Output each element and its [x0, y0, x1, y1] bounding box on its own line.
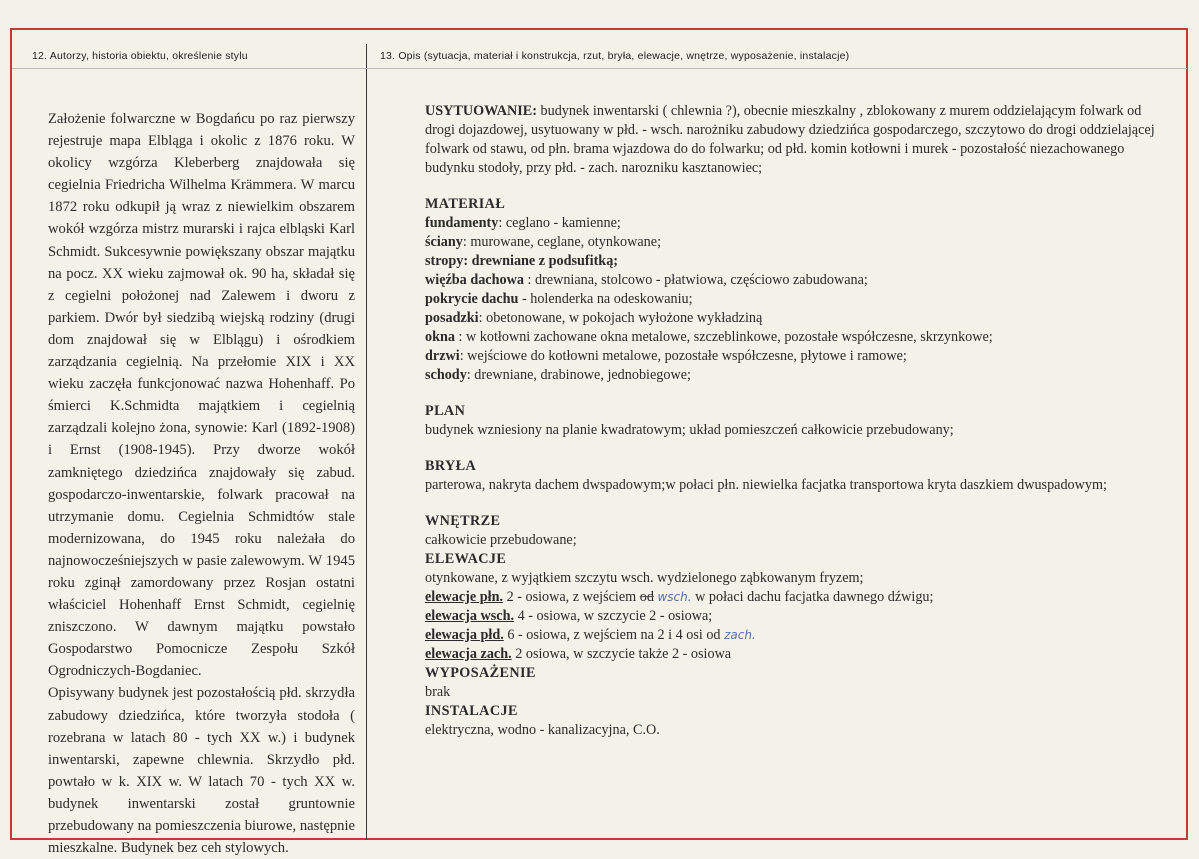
elewacja-wsch: [425, 607, 1165, 626]
material-value: : w kotłowni zachowane okna metalowe, szczeblinkowe, pozostałe współczesne, skrzynkowe;: [454, 329, 993, 345]
wnetrze-text: całkowicie przebudowane;: [425, 532, 577, 548]
description-column: [425, 102, 1165, 740]
material-item-pokrycie: [425, 290, 1165, 309]
material-item-stropy: [425, 252, 1165, 271]
elewacja-value: 2 - osiowa, z wejściem: [503, 589, 640, 605]
material-label: schody: [425, 367, 467, 383]
header-rule: [12, 68, 1187, 69]
elewacje-title: ELEWACJE: [425, 551, 507, 567]
elewacja-pld: [425, 626, 1165, 645]
material-title: MATERIAŁ: [425, 196, 506, 212]
history-paragraph: Założenie folwarczne w Bogdańcu po raz pierwszy rejestruje mapa Elbląga i okolic z 1876 roku. W okolicy wzgórza Kleberberg znajdowała się cegielnia Friedricha Wilhelma Krämmera. W marcu 1872 roku odkupił ją wraz z niewielkim obszarem wokół wzgórza mistrz murarski i rajca elbląski Karl Schmidt. Sukcesywnie powiększany obszar majątku na pocz. XX wieku zajmował ok. 90 ha, składał się z cegielni położonej nad Zalewem i dworu z parkiem. Dwór był siedzibą wiejską rodziny (drugi dom znajdował się w Elblągu) i ośrodkiem zarządzania cegielnią. Na przełomie XIX i XX wieku zaczęła funkcjonować nazwa Hohenhaff. Po śmierci K.Schmidta majątkiem i cegielnią zarządzali kolejno żona, synowie: Karl (1892-1908) i Ernst (1908-1945). Przy dworze wokół zamkniętego dziedzińca znajdowały się zabud. gospodarczo-inwentarskie, folwark pracował na utrzymanie domu. Cegielnia Schmidtów stale modernizowana, do 1945 roku należała do najnowocześniejszych w pasie zalewowym. W 1945 roku zginął zamordowany przez Rosjan ostatni właściciel Hohenhaff Ernst Schmidt, cegielnię zniszczono. W dawnym majątku powstało Gospodarstwo Pomocnicze Zespołu Szkół Ogrodniczych-Bogdaniec.: [48, 111, 355, 680]
material-value: : obetonowane, w pokojach wyłożone wykładziną: [478, 310, 763, 326]
usytuowanie-text: budynek inwentarski ( chlewnia ?), obecnie mieszkalny , zblokowany z murem oddzielającym folwark od drogi dojazdowej, usytuowany w płd. - wsch. narożniku zabudowy dziedzińca gospodarczego, szczytowo do drogi oddzielającej folwark od stawu, od płn. brama wjazdowa do do folwarku; od płd. komin kotłowni i murek - pozostałość niezachowanego budynku stodoły, przy płd. - zach. narozniku kasztanowiec;: [425, 103, 1155, 176]
wyposazenie-title: WYPOSAŻENIE: [425, 665, 536, 681]
elewacja-value: 6 - osiowa, z wejściem na 2 i 4 osi od: [503, 627, 725, 643]
material-item-fundamenty: [425, 214, 1165, 233]
instalacje-text: elektryczna, wodno - kanalizacyjna, C.O.: [425, 722, 660, 738]
material-value: - holenderka na odeskowaniu;: [518, 291, 693, 307]
history-text: [48, 108, 355, 859]
material-value: : ceglano - kamienne;: [498, 215, 621, 231]
elewacja-label: elewacje płn.: [425, 589, 504, 605]
usytuowanie-title: USYTUOWANIE:: [425, 103, 537, 119]
material-list: [425, 214, 1165, 385]
material-label: okna: [425, 329, 455, 345]
bryla-title: BRYŁA: [425, 458, 477, 474]
material-item-okna: [425, 328, 1165, 347]
elewacja-label: elewacja płd.: [425, 627, 504, 643]
handwritten-note: wsch.: [657, 590, 692, 604]
material-value: : drewniane z podsufitką;: [463, 253, 619, 269]
material-value: : drewniane, drabinowe, jednobiegowe;: [466, 367, 691, 383]
material-label: drzwi: [425, 348, 460, 364]
material-item-drzwi: [425, 347, 1165, 366]
elewacja-value: w połaci dachu facjatka dawnego dźwigu;: [691, 589, 934, 605]
material-label: pokrycie dachu: [425, 291, 519, 307]
elewacja-value: 2 osiowa, w szczycie także 2 - osiowa: [511, 646, 732, 662]
material-value: : murowane, ceglane, otynkowane;: [462, 234, 662, 250]
section-13-heading: 13. Opis (sytuacja, materiał i konstrukcja, rzut, bryła, elewacje, wnętrze, wyposażenie, instalacje): [380, 50, 850, 62]
elewacja-zach: [425, 645, 1165, 664]
material-label: stropy: [425, 253, 464, 269]
wnetrze-title: WNĘTRZE: [425, 513, 501, 529]
elewacje-text: otynkowane, z wyjątkiem szczytu wsch. wydzielonego ząbkowanym fryzem;: [425, 570, 864, 586]
material-item-posadzki: [425, 309, 1165, 328]
building-paragraph: Opisywany budynek jest pozostałością płd. skrzydła zabudowy dziedzińca, które tworzyła stodoła ( rozebrana w latach 80 - tych XX w.) i budynek inwentarski, zapewne chlewnia. Skrzydło płd. powtało w k. XIX w. W latach 70 - tych XX w. budynek inwentarski został gruntownie przebudowany na pomieszczenia biurowe, następnie mieszkalne. Budynek bez ceh stylowych.: [48, 685, 355, 857]
material-label: posadzki: [425, 310, 479, 326]
elewacja-value: 4 - osiowa, w szczycie 2 - osiowa;: [514, 608, 713, 624]
material-label: ściany: [425, 234, 463, 250]
struck-text: od: [639, 589, 654, 605]
instalacje-title: INSTALACJE: [425, 703, 518, 719]
plan-text: budynek wzniesiony na planie kwadratowym; układ pomieszczeń całkowicie przebudowany;: [425, 422, 954, 438]
bryla-text: parterowa, nakryta dachem dwspadowym;w połaci płn. niewielka facjatka transportowa kryta daszkiem dwuspadowym;: [425, 477, 1107, 493]
material-label: więźba dachowa: [425, 272, 524, 288]
material-item-sciany: [425, 233, 1165, 252]
material-item-wiezba: [425, 271, 1165, 290]
section-12-heading: 12. Autorzy, historia obiektu, określenie stylu: [32, 50, 248, 62]
wyposazenie-text: brak: [425, 684, 451, 700]
column-divider: [366, 44, 367, 840]
material-value: : wejściowe do kotłowni metalowe, pozostałe współczesne, płytowe i ramowe;: [459, 348, 907, 364]
material-item-schody: [425, 366, 1165, 385]
usytuowanie-section: [425, 102, 1165, 178]
elewacja-pln: [425, 588, 1165, 607]
elewacja-label: elewacja zach.: [425, 646, 512, 662]
material-label: fundamenty: [425, 215, 499, 231]
handwritten-note: zach.: [724, 628, 756, 642]
plan-title: PLAN: [425, 403, 466, 419]
elewacja-label: elewacja wsch.: [425, 608, 515, 624]
material-value: : drewniana, stolcowo - płatwiowa, częściowo zabudowana;: [523, 272, 868, 288]
